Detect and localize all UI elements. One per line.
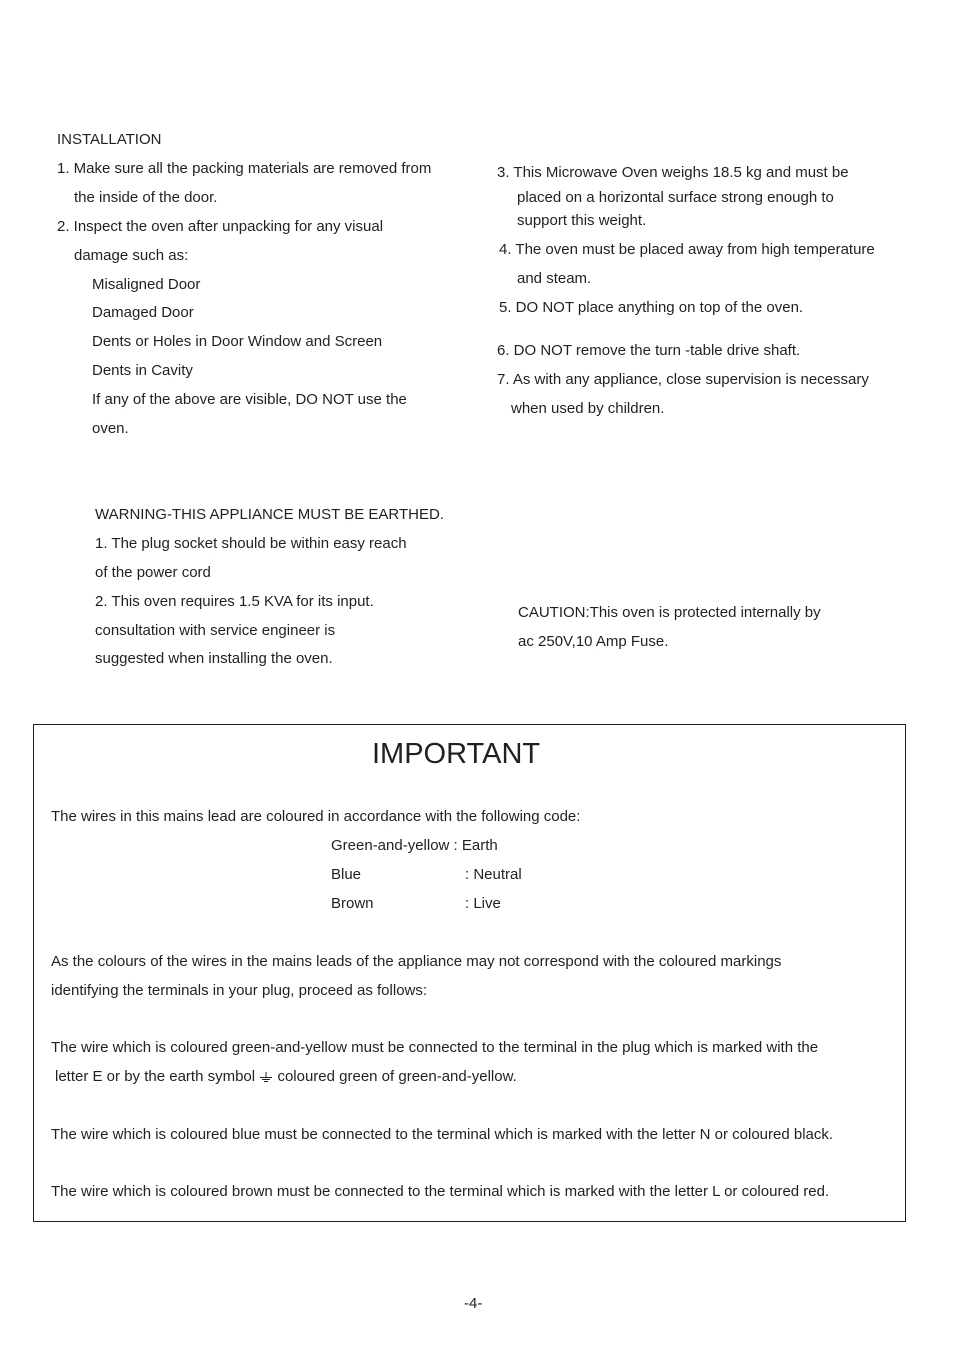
live-wire-line: The wire which is coloured brown must be connected to the terminal which is marked with the letter L or coloured red. bbox=[51, 1183, 830, 1200]
installation-item-3-line-1: 3. This Microwave Oven weighs 18.5 kg and must be bbox=[497, 164, 849, 181]
wire-code-intro: The wires in this mains lead are coloured in accordance with the following code: bbox=[51, 808, 581, 825]
wire-code-earth: Green-and-yellow : Earth bbox=[331, 837, 498, 854]
warning-line-3: 2. This oven requires 1.5 KVA for its input. bbox=[95, 593, 374, 610]
installation-item-7-line-1: 7. As with any appliance, close supervision is necessary bbox=[497, 371, 869, 388]
wire-code-live-label: Brown bbox=[331, 895, 374, 912]
colour-note-line-1: As the colours of the wires in the mains leads of the appliance may not correspond with the coloured markings bbox=[51, 953, 782, 970]
caution-line-1: CAUTION:This oven is protected internally by bbox=[518, 604, 821, 621]
installation-item-4-line-1: 4. The oven must be placed away from high temperature bbox=[499, 241, 875, 258]
caution-line-2: ac 250V,10 Amp Fuse. bbox=[518, 633, 669, 650]
wire-code-neutral-label: Blue bbox=[331, 866, 362, 883]
installation-item-2-line-2: damage such as: bbox=[74, 247, 189, 264]
visible-warning-line-1: If any of the above are visible, DO NOT use the bbox=[92, 391, 407, 408]
important-box bbox=[33, 724, 906, 1222]
colour-note-line-2: identifying the terminals in your plug, proceed as follows: bbox=[51, 982, 428, 999]
damage-item: Damaged Door bbox=[92, 304, 194, 321]
warning-line-1: 1. The plug socket should be within easy reach bbox=[95, 535, 407, 552]
warning-line-5: suggested when installing the oven. bbox=[95, 650, 333, 667]
warning-line-2: of the power cord bbox=[95, 564, 211, 581]
earth-wire-text-a: letter E or by the earth symbol bbox=[55, 1068, 256, 1085]
installation-item-1-line-1: 1. Make sure all the packing materials are removed from bbox=[57, 160, 432, 177]
earth-symbol-icon bbox=[259, 1072, 273, 1082]
neutral-wire-line: The wire which is coloured blue must be connected to the terminal which is marked with the letter N or coloured black. bbox=[51, 1126, 834, 1143]
earth-wire-line-1: The wire which is coloured green-and-yellow must be connected to the terminal in the plug which is marked with the bbox=[51, 1039, 819, 1056]
installation-item-5: 5. DO NOT place anything on top of the oven. bbox=[499, 299, 804, 316]
warning-line-4: consultation with service engineer is bbox=[95, 622, 336, 639]
installation-item-3-line-2: placed on a horizontal surface strong enough to bbox=[517, 189, 834, 206]
important-title: IMPORTANT bbox=[372, 738, 541, 770]
damage-item: Dents in Cavity bbox=[92, 362, 193, 379]
wire-code-live-value: : Live bbox=[465, 895, 501, 912]
damage-item: Dents or Holes in Door Window and Screen bbox=[92, 333, 383, 350]
earth-wire-text-b: coloured green of green-and-yellow. bbox=[277, 1068, 517, 1085]
visible-warning-line-2: oven. bbox=[92, 420, 129, 437]
installation-heading: INSTALLATION bbox=[57, 131, 162, 148]
installation-item-7-line-2: when used by children. bbox=[511, 400, 665, 417]
installation-item-1-line-2: the inside of the door. bbox=[74, 189, 218, 206]
installation-item-4-line-2: and steam. bbox=[517, 270, 592, 287]
warning-heading: WARNING-THIS APPLIANCE MUST BE EARTHED. bbox=[95, 506, 444, 523]
installation-item-6: 6. DO NOT remove the turn -table drive shaft. bbox=[497, 342, 801, 359]
wire-code-neutral-value: : Neutral bbox=[465, 866, 522, 883]
page-number: -4- bbox=[464, 1295, 483, 1312]
earth-wire-line-2 bbox=[55, 1068, 517, 1086]
damage-item: Misaligned Door bbox=[92, 276, 201, 293]
installation-item-2-line-1: 2. Inspect the oven after unpacking for any visual bbox=[57, 218, 384, 235]
installation-item-3-line-3: support this weight. bbox=[517, 212, 647, 229]
